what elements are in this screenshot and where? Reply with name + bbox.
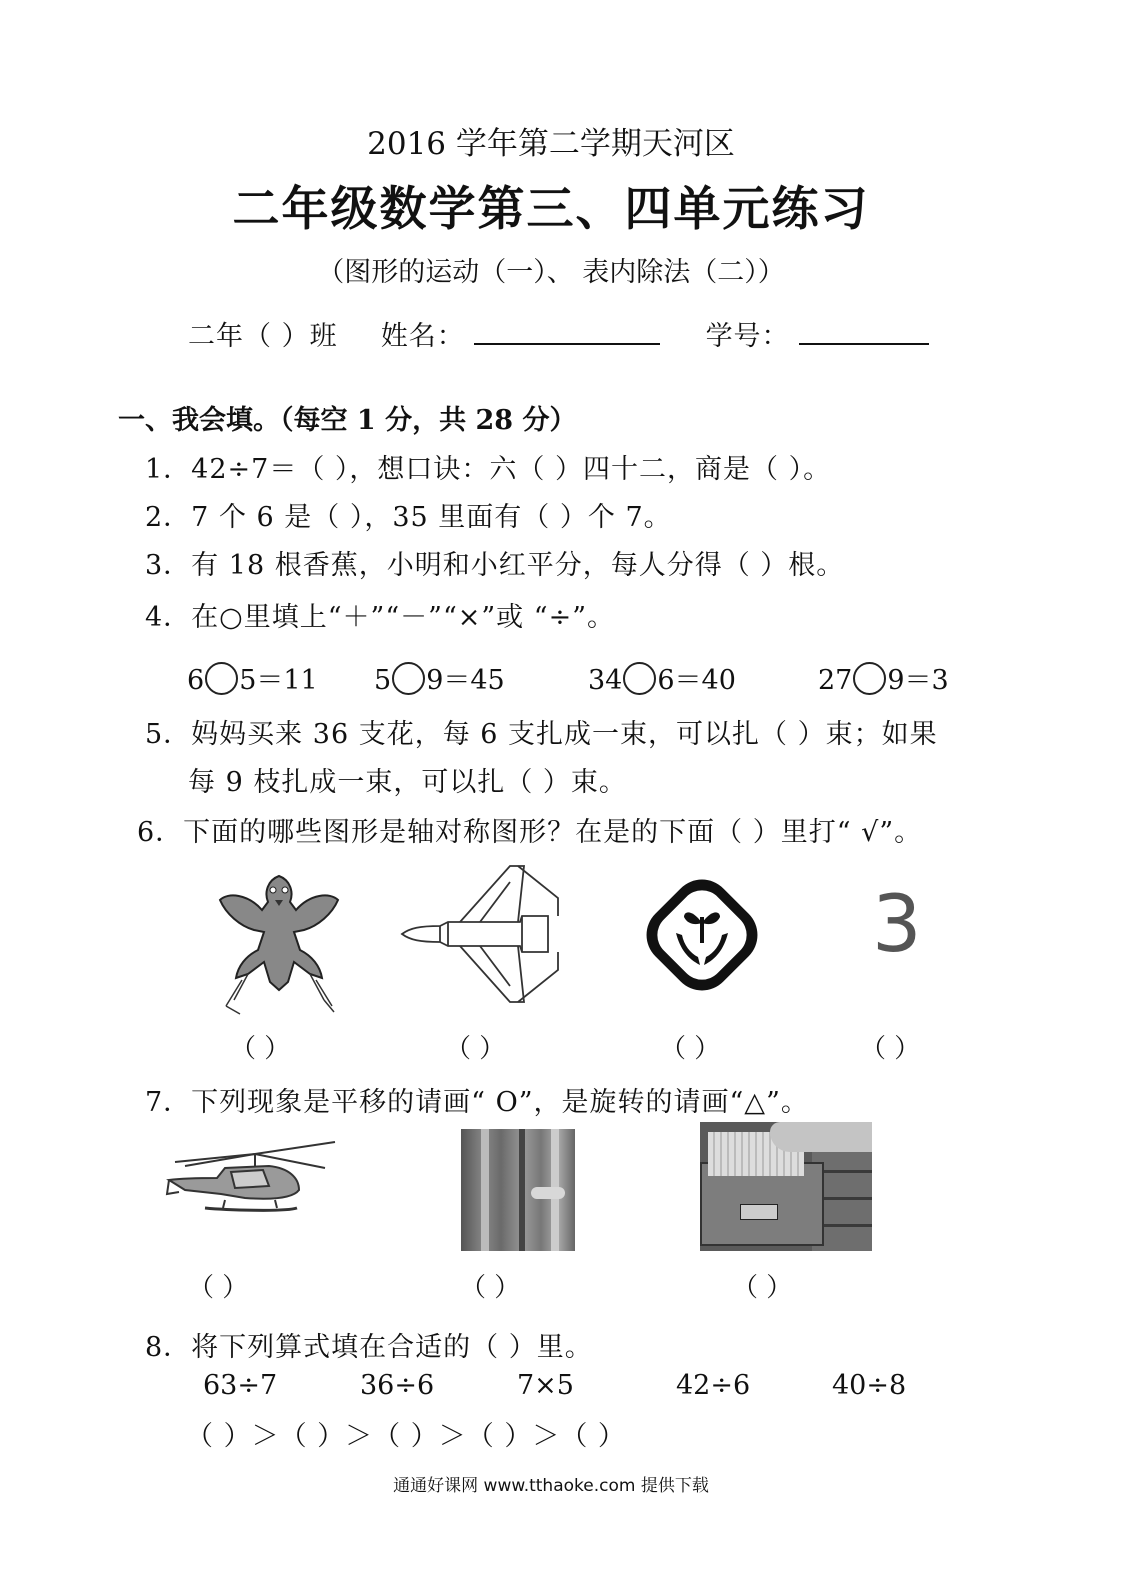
name-field[interactable] — [474, 317, 660, 345]
q4-left: 34 — [588, 665, 623, 696]
q4-left: 5 — [374, 665, 392, 696]
operator-circle[interactable] — [853, 662, 886, 695]
answer-paren[interactable]: （ ） — [230, 1034, 291, 1064]
answer-paren[interactable]: （ ） — [445, 1034, 506, 1064]
number-label: 学号： — [705, 321, 790, 352]
operator-circle[interactable] — [623, 662, 656, 695]
question-5-line1: 5．妈妈买来 36 支花，每 6 支扎成一束，可以扎（ ）束；如果 — [145, 719, 938, 750]
exam-header-line: 2016 学年第二学期天河区 — [367, 126, 735, 162]
q4-right: 6＝40 — [657, 665, 736, 696]
question-6: 6．下面的哪些图形是轴对称图形？在是的下面（ ）里打“ √”。 — [137, 817, 923, 848]
q4-left: 6 — [187, 665, 205, 696]
expression: 40÷8 — [832, 1370, 907, 1401]
q4-item-1 — [187, 658, 318, 697]
expression: 7×5 — [517, 1370, 574, 1401]
exam-subtitle: （图形的运动（一）、 表内除法（二）） — [317, 257, 785, 288]
section-heading: 一、我会填。（每空 1 分，共 28 分） — [118, 405, 577, 436]
q4-right: 9＝45 — [426, 665, 505, 696]
sliding-door-photo — [461, 1129, 575, 1251]
exam-title: 二年级数学第三、四单元练习 — [232, 182, 870, 237]
helicopter-icon — [165, 1138, 341, 1222]
question-8: 8．将下列算式填在合适的（ ）里。 — [145, 1332, 593, 1363]
hands-leaf-logo-icon — [640, 873, 764, 997]
expression: 36÷6 — [360, 1370, 435, 1401]
answer-paren[interactable]: （ ） — [732, 1273, 793, 1303]
question-7: 7．下列现象是平移的请画“ O”，是旋转的请画“△”。 — [145, 1087, 809, 1118]
expression: 63÷7 — [203, 1370, 278, 1401]
q4-item-3 — [588, 658, 736, 697]
q4-right: 9＝3 — [887, 665, 949, 696]
question-4: 4．在○里填上“＋”“－”“×”或 “÷”。 — [145, 602, 615, 633]
jet-plane-icon — [400, 862, 562, 1014]
ordering-blanks[interactable]: （ ）＞（ ）＞（ ）＞（ ）＞（ ） — [186, 1421, 626, 1452]
question-2: 2．7 个 6 是（ ），35 里面有（ ）个 7。 — [145, 502, 672, 533]
kite-bird-icon — [218, 870, 340, 1018]
q4-item-2 — [374, 658, 505, 697]
answer-paren[interactable]: （ ） — [188, 1273, 249, 1303]
question-3: 3．有 18 根香蕉，小明和小红平分，每人分得（ ）根。 — [145, 550, 845, 581]
q4-left: 27 — [818, 665, 853, 696]
operator-circle[interactable] — [205, 662, 238, 695]
drawer-photo — [700, 1122, 872, 1251]
digit-three: 3 — [872, 880, 922, 970]
name-label: 姓名： — [380, 321, 465, 352]
answer-paren[interactable]: （ ） — [660, 1034, 721, 1064]
answer-paren[interactable]: （ ） — [860, 1034, 921, 1064]
number-field[interactable] — [799, 317, 929, 345]
q4-right: 5＝11 — [239, 665, 318, 696]
expression: 42÷6 — [676, 1370, 751, 1401]
footer-credit: 通通好课网 www.tthaoke.com 提供下载 — [393, 1476, 709, 1496]
q4-item-4 — [818, 658, 949, 697]
student-info-row — [188, 314, 929, 353]
class-label: 二年（ ）班 — [188, 321, 338, 352]
operator-circle[interactable] — [392, 662, 425, 695]
question-5-line2: 每 9 枝扎成一束，可以扎（ ）束。 — [188, 767, 627, 798]
question-1: 1．42÷7＝（ ），想口诀：六（ ）四十二，商是（ ）。 — [145, 454, 832, 485]
answer-paren[interactable]: （ ） — [460, 1273, 521, 1303]
